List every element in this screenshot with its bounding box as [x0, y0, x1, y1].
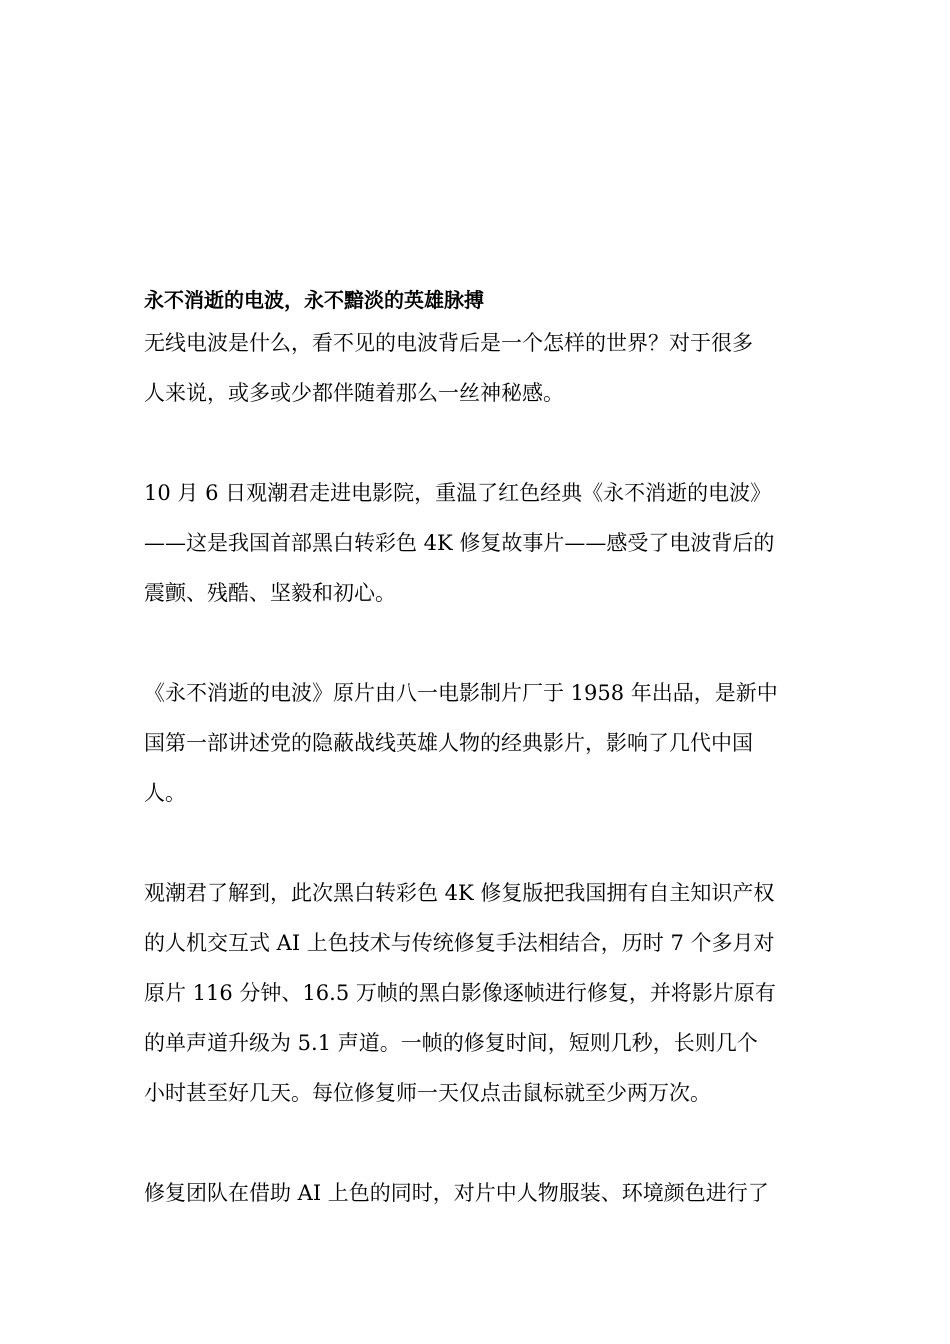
- text-line: 10 月 6 日观潮君走进电影院，重温了红色经典《永不消逝的电波》: [144, 481, 772, 505]
- paragraph-film-history: [144, 668, 808, 818]
- text-line: 观潮君了解到，此次黑白转彩色 4K 修复版把我国拥有自主知识产权: [144, 881, 775, 905]
- paragraph-cinema-visit: [144, 468, 808, 618]
- text-line: 的人机交互式 AI 上色技术与传统修复手法相结合，历时 7 个多月对: [144, 931, 775, 955]
- text-line: 《永不消逝的电波》原片由八一电影制片厂于 1958 年出品，是新中: [144, 681, 778, 705]
- paragraph-gap: [144, 1118, 808, 1168]
- text-line: 的单声道升级为 5.1 声道。一帧的修复时间，短则几秒，长则几个: [144, 1031, 758, 1055]
- paragraph-gap: [144, 818, 808, 868]
- text-line: 原片 116 分钟、16.5 万帧的黑白影像逐帧进行修复，并将影片原有: [144, 981, 776, 1005]
- text-line: 震颤、残酷、坚毅和初心。: [144, 581, 396, 605]
- paragraph-gap: [144, 618, 808, 668]
- text-line: 人来说，或多或少都伴随着那么一丝神秘感。: [144, 381, 564, 405]
- paragraph-gap: [144, 418, 808, 468]
- article-body: [144, 282, 808, 1218]
- text-line: 小时甚至好几天。每位修复师一天仅点击鼠标就至少两万次。: [144, 1081, 711, 1105]
- paragraph-restoration: [144, 868, 808, 1118]
- text-line: 国第一部讲述党的隐蔽战线英雄人物的经典影片，影响了几代中国: [144, 731, 753, 755]
- paragraph-team: [144, 1168, 808, 1218]
- text-line: ——这是我国首部黑白转彩色 4K 修复故事片——感受了电波背后的: [144, 531, 775, 555]
- text-line: 人。: [144, 781, 186, 805]
- text-line: 无线电波是什么，看不见的电波背后是一个怎样的世界？对于很多: [144, 331, 753, 355]
- text-line: 修复团队在借助 AI 上色的同时，对片中人物服装、环境颜色进行了: [144, 1181, 769, 1205]
- article-title: 永不消逝的电波，永不黯淡的英雄脉搏: [144, 288, 484, 312]
- paragraph-intro: [144, 318, 808, 418]
